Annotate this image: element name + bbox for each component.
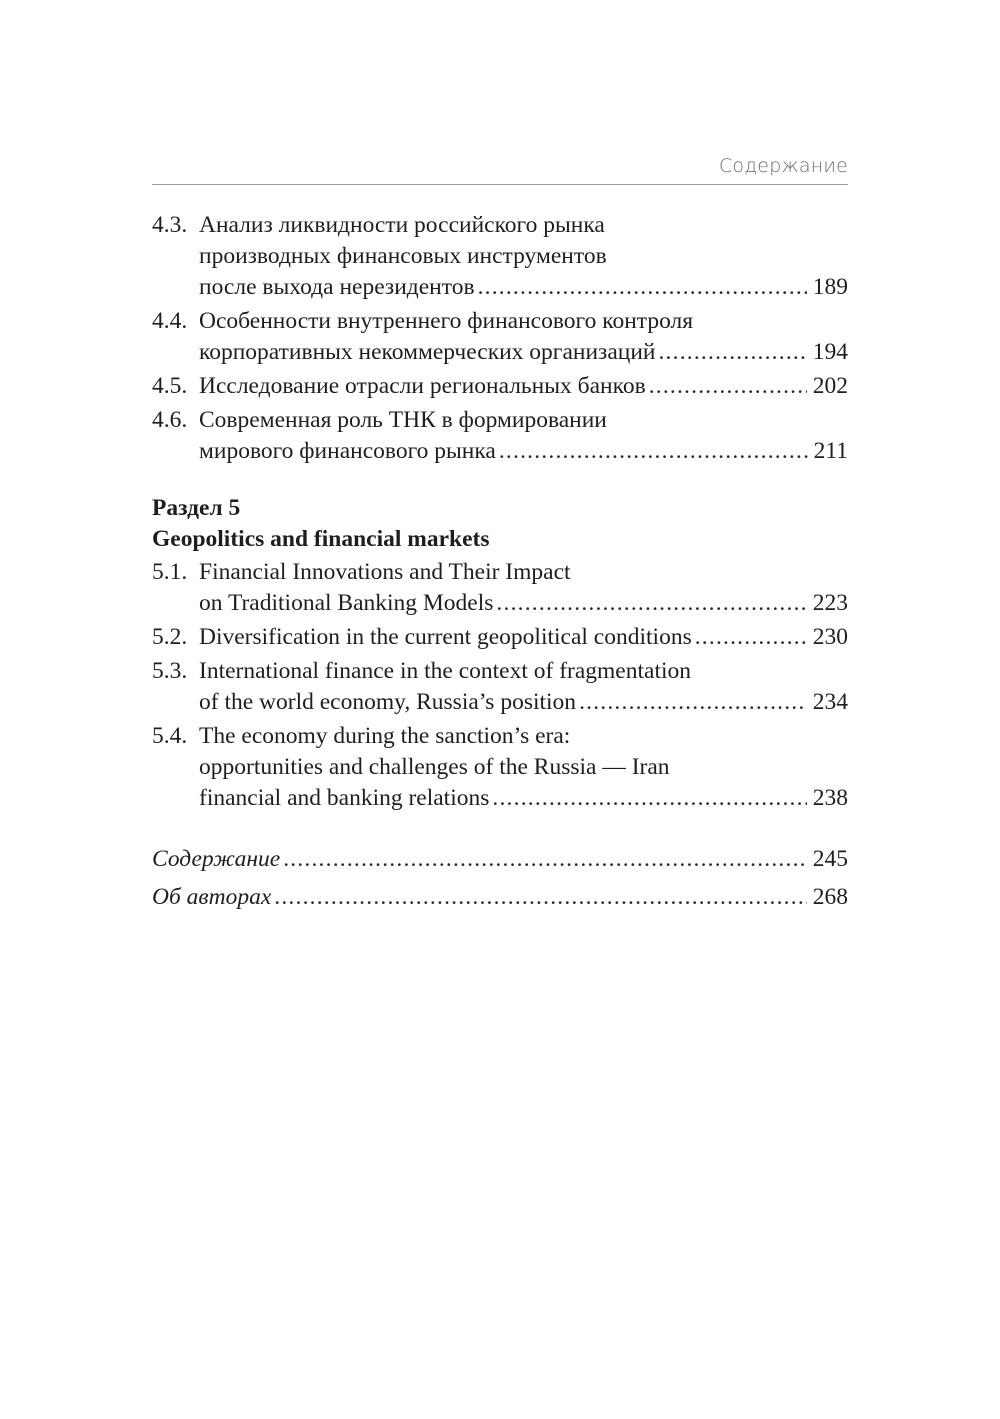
toc-entry-number: 5.2. [152, 624, 188, 650]
toc-entry-last-line [199, 687, 848, 718]
toc-entry-title-line: Особенности внутреннего финансового контроля [199, 308, 694, 334]
toc-page-number: 223 [812, 590, 848, 616]
running-header-title: Содержание [718, 155, 848, 177]
dot-leader [579, 687, 807, 718]
toc-entry-title-line: International finance in the context of fragmentation [199, 658, 691, 684]
toc-page-number: 189 [812, 274, 848, 300]
toc-entry-last-line [199, 272, 848, 303]
section-heading [152, 493, 848, 555]
toc-entry-number: 5.1. [152, 559, 188, 585]
toc-entry-title-line: Современная роль ТНК в формировании [199, 407, 607, 433]
toc-entry-5-3[interactable] [152, 656, 848, 718]
dot-leader [499, 436, 808, 467]
toc-entry-title-line: The economy during the sanction’s era: [199, 723, 571, 749]
toc-entry-5-2[interactable] [152, 622, 848, 653]
toc-entry-title-line: Financial Innovations and Their Impact [199, 559, 571, 585]
dot-leader [492, 783, 806, 814]
toc-entry-number: 4.4. [152, 308, 188, 334]
toc-entry-number: 5.4. [152, 723, 188, 749]
toc-entry-title-line: Содержание [152, 846, 281, 872]
toc-entry-title-line: корпоративных некоммерческих организаций [199, 339, 656, 365]
toc-entry-last-line [199, 436, 848, 467]
toc-entry-last-line [152, 844, 848, 875]
toc-page-number: 234 [812, 689, 848, 715]
toc-entry-5-4[interactable] [152, 721, 848, 814]
section-label: Раздел 5 [152, 495, 241, 521]
dot-leader [649, 371, 807, 402]
toc-page-number: 194 [812, 339, 848, 365]
toc-page-number: 211 [813, 438, 848, 464]
toc-entry-title-line: Diversification in the current geopolitical conditions [199, 624, 692, 650]
section-title: Geopolitics and financial markets [152, 526, 490, 552]
running-header [152, 152, 848, 185]
toc-entry-5-1[interactable] [152, 557, 848, 619]
dot-leader [695, 622, 807, 653]
toc-entry-last-line [199, 588, 848, 619]
toc-entry-number: 4.3. [152, 212, 188, 238]
toc-entry-number: 5.3. [152, 658, 188, 684]
toc-entry-4-6[interactable] [152, 405, 848, 467]
toc-entry-last-line [199, 783, 848, 814]
toc-entry-number: 4.6. [152, 407, 188, 433]
toc-page-number: 230 [812, 624, 848, 650]
toc-entry-title-line: производных финансовых инструментов [199, 243, 607, 269]
toc-entry-title-line: мирового финансового рынка [199, 438, 496, 464]
toc-entry-title-line: of the world economy, Russia’s position [199, 689, 577, 715]
toc-entry-last-line [199, 371, 848, 402]
toc-entry-title-line: opportunities and challenges of the Russia — Iran [199, 754, 670, 780]
toc-entry-title-line: Об авторах [152, 884, 272, 910]
toc-entry-title-line: financial and banking relations [199, 785, 490, 811]
toc-entry-4-4[interactable] [152, 306, 848, 368]
toc-page-number: 245 [812, 846, 848, 872]
toc-entry-contents[interactable] [152, 844, 848, 875]
toc-entry-4-5[interactable] [152, 371, 848, 402]
toc-entry-number: 4.5. [152, 373, 188, 399]
toc-entry-4-3[interactable] [152, 210, 848, 303]
toc-entry-title-line: Анализ ликвидности российского рынка [199, 212, 605, 238]
table-of-contents [152, 210, 848, 920]
dot-leader [496, 588, 806, 619]
toc-entry-last-line [199, 622, 848, 653]
toc-entry-title-line: on Traditional Banking Models [199, 590, 494, 616]
toc-entry-title-line: после выхода нерезидентов [199, 274, 475, 300]
dot-leader [283, 844, 807, 875]
back-matter [152, 844, 848, 913]
toc-page-number: 202 [812, 373, 848, 399]
toc-entry-title-line: Исследование отрасли региональных банков [199, 373, 646, 399]
toc-page-number: 268 [812, 884, 848, 910]
dot-leader [658, 337, 806, 368]
dot-leader [478, 272, 807, 303]
toc-entry-last-line [199, 337, 848, 368]
toc-entry-last-line [152, 882, 848, 913]
toc-page-number: 238 [812, 785, 848, 811]
dot-leader [274, 882, 806, 913]
toc-entry-about-authors[interactable] [152, 882, 848, 913]
